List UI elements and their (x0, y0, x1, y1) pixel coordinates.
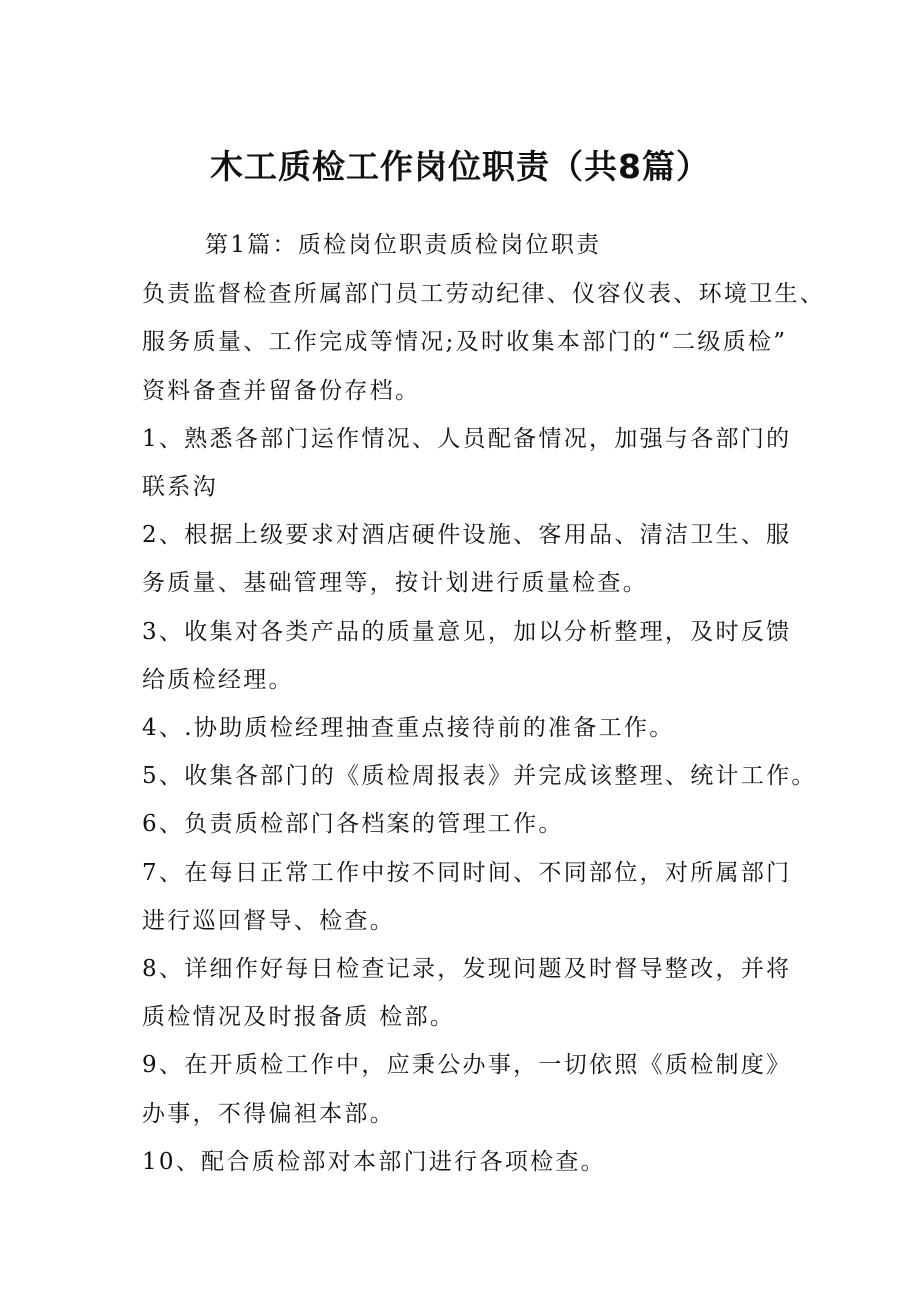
document-title: 木工质检工作岗位职责（共8篇） (210, 147, 710, 186)
paragraph-line: 资料备查并留备份存档。 (142, 378, 421, 404)
paragraph-line: 5、收集各部门的《质检周报表》并完成该整理、统计工作。 (142, 763, 817, 789)
paragraph-line: 务质量、基础管理等，按计划进行质量检查。 (142, 570, 648, 596)
paragraph-line: 1、熟悉各部门运作情况、人员配备情况，加强与各部门的 (142, 426, 792, 452)
paragraph-line: 3、收集对各类产品的质量意见，加以分析整理，及时反馈 (142, 619, 792, 645)
paragraph-line: 办事，不得偏袒本部。 (142, 1101, 395, 1127)
paragraph-line: 8、详细作好每日检查记录，发现问题及时督导整改，并将 (142, 956, 792, 982)
paragraph-line: 给质检经理。 (142, 667, 294, 693)
paragraph-line: 进行巡回督导、检查。 (142, 908, 395, 934)
section-heading: 第1篇：质检岗位职责质检岗位职责 (205, 232, 602, 258)
paragraph-line: 6、负责质检部门各档案的管理工作。 (142, 811, 564, 837)
paragraph-line: 服务质量、工作完成等情况;及时收集本部门的“二级质检” (142, 329, 788, 355)
paragraph-line: 2、根据上级要求对酒店硬件设施、客用品、清洁卫生、服 (142, 522, 792, 548)
paragraph-line: 7、在每日正常工作中按不同时间、不同部位，对所属部门 (142, 860, 792, 886)
paragraph-line: 质检情况及时报备质 检部。 (142, 1004, 456, 1030)
paragraph-line: 10、配合质检部对本部门进行各项检查。 (142, 1149, 606, 1175)
paragraph-line: 4、.协助质检经理抽查重点接待前的准备工作。 (142, 715, 675, 741)
paragraph-line: 负责监督检查所属部门员工劳动纪律、仪容仪表、环境卫生、 (142, 281, 826, 307)
paragraph-line: 9、在开质检工作中，应秉公办事，一切依照《质检制度》 (142, 1052, 792, 1078)
paragraph-line: 联系沟 (142, 474, 218, 500)
